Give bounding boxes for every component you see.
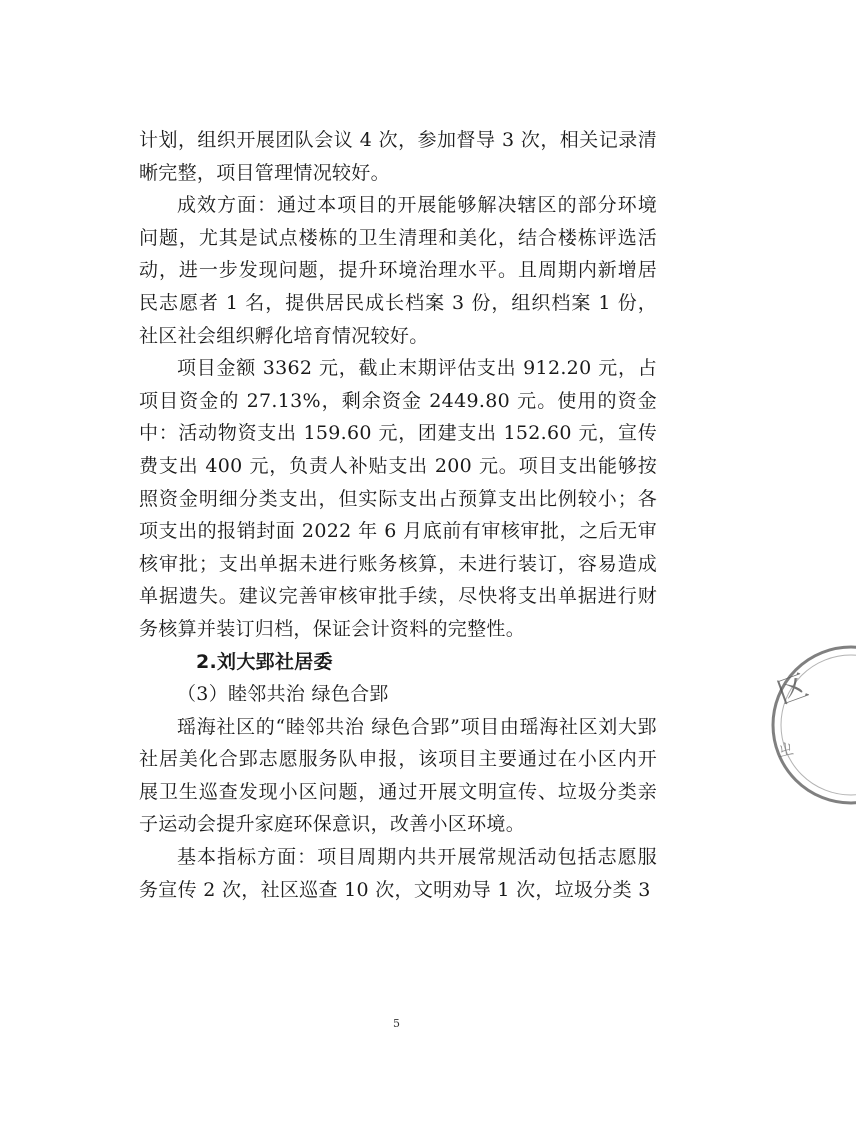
paragraph-4: 瑶海社区的“睦邻共治 绿色合郢”项目由瑶海社区刘大郢社居美化合郢志愿服务队申报，该项目主要通过在小区内开展卫生巡查发现小区问题，通过开展文明宣传、垃圾分类亲子运动会提升家庭环保意识，改善小区环境。	[139, 715, 657, 836]
paragraph-1: 计划，组织开展团队会议 4 次，参加督导 3 次，相关记录清晰完整，项目管理情况较好。	[139, 129, 657, 184]
document-body	[139, 124, 657, 906]
page-number: 5	[393, 1017, 400, 1030]
section-heading: 2.刘大郢社居委	[196, 650, 333, 673]
subsection-heading: （3）睦邻共治 绿色合郢	[177, 683, 389, 706]
paragraph-2: 成效方面：通过本项目的开展能够解决辖区的部分环境问题，尤其是试点楼栋的卫生清理和美化，结合楼栋评选活动，进一步发现问题，提升环境治理水平。且周期内新增居民志愿者 1 名，提供居民成长档案 3 份，组织档案 1 份，社区社会组织孵化培育情况较好。	[139, 194, 657, 347]
paragraph-5: 基本指标方面：项目周期内共开展常规活动包括志愿服务宣传 2 次，社区巡查 10 次，文明劝导 1 次，垃圾分类 3	[139, 846, 657, 901]
seal-stamp-icon	[766, 640, 856, 810]
paragraph-3: 项目金额 3362 元，截止末期评估支出 912.20 元，占项目资金的 27.13%，剩余资金 2449.80 元。使用的资金中：活动物资支出 159.60 元，团建支出 152.60 元，宣传费支出 400 元，负责人补贴支出 200 元。项目支出能够按照资金明细分类支出，但实际支出占预算支出比例较小；各项支出的报销封面 2022 年 6 月底前有审核审批，之后无审核审批；支出单据未进行账务核算，未进行装订，容易造成单据遗失。建议完善审核审批手续，尽快将支出单据进行财务核算并装订归档，保证会计资料的完整性。	[139, 357, 657, 640]
svg-text:ㄓ: ㄓ	[772, 735, 799, 764]
seal-text: 区	[772, 668, 813, 712]
